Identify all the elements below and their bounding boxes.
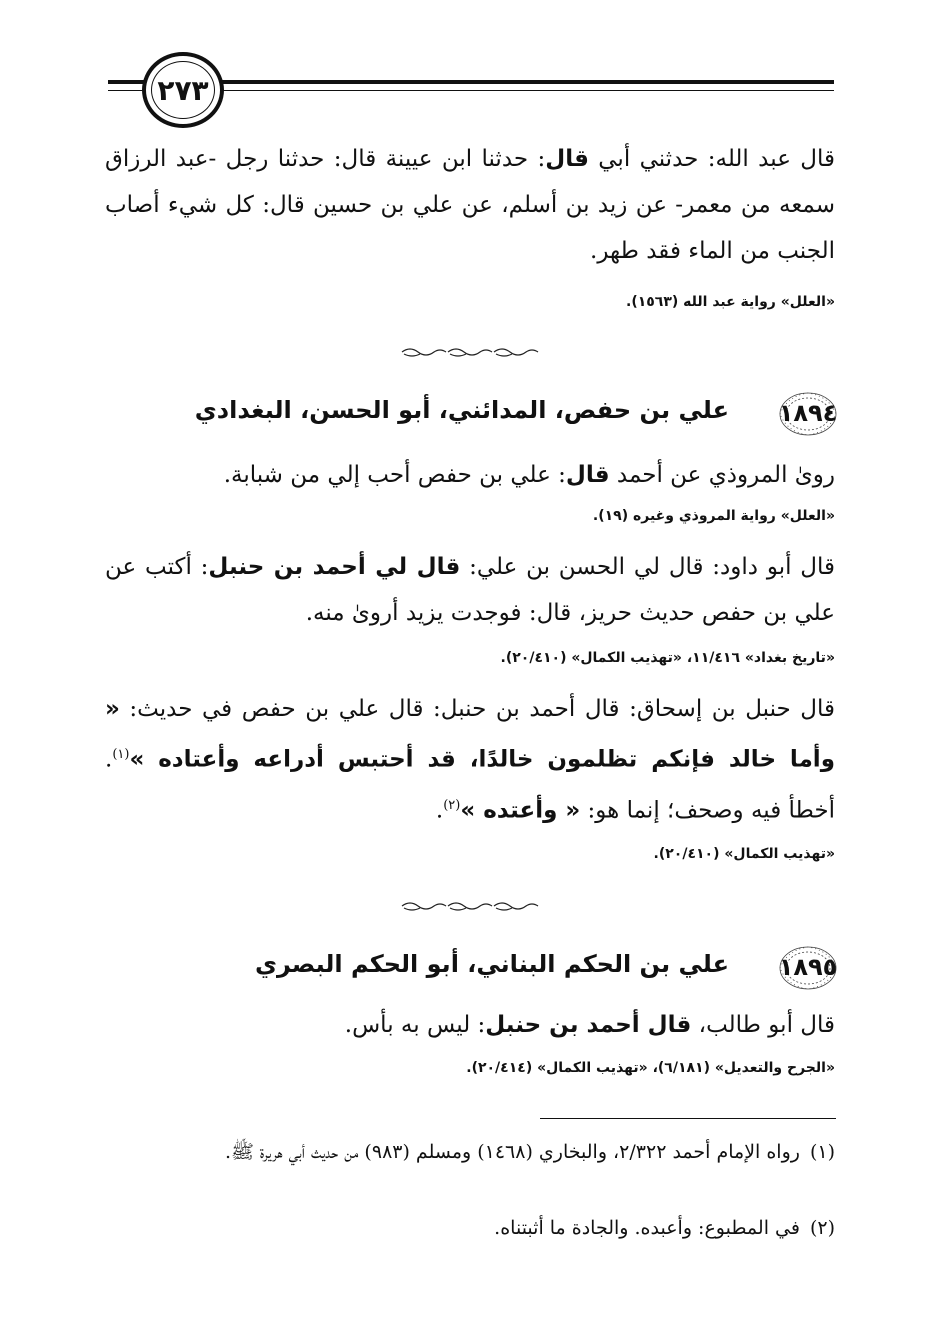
footnote-mark: (٢) (809, 1217, 835, 1239)
narration-bold: قال أحمد بن حنبل (485, 1012, 692, 1038)
narration-text: . أخطأ فيه وصحف؛ إنما هو: (105, 746, 835, 824)
page-number-badge (142, 52, 224, 128)
citation: «تاريخ بغداد» ١١/٤١٦، «تهذيب الكمال» (٢٠/٤١٠). (500, 650, 835, 666)
entry-number-badge (777, 390, 839, 438)
narration-text: قال حنبل بن إسحاق: قال أحمد بن حنبل: قال علي بن حفص في حديث: (119, 696, 835, 722)
footnote-mark: (١) (809, 1141, 835, 1163)
citation: «تهذيب الكمال» (٢٠/٤١٠). (653, 846, 835, 862)
narration-text: قال أبو داود: قال لي الحسن بن علي: (460, 554, 835, 580)
narration-text: : علي بن حفص أحب إلي من شبابة. (223, 462, 566, 488)
quoted-hadith: « وأما خالد فإنكم تظلمون خالدًا، قد أحتبس أدراعه وأعتاده » (105, 696, 835, 773)
footnote-ref[interactable]: (٢) (443, 797, 461, 813)
entry-title: علي بن حفص، المدائني، أبو الحسن، البغدادي (194, 396, 729, 424)
narration-paragraph (105, 452, 835, 498)
citation: «العلل» رواية عبد الله (١٥٦٣). (626, 294, 835, 310)
narration-text: قال عبد الله: حدثني أبي (588, 146, 835, 172)
ornament-divider (400, 900, 540, 912)
footnote-rule (540, 1118, 836, 1119)
footnote-text: في المطبوع: وأعبده. والجادة ما أثبتناه. (494, 1217, 800, 1239)
narration-text: روىٰ المروذي عن أحمد (609, 462, 835, 488)
citation: «الجرح والتعديل» (٦/١٨١)، «تهذيب الكمال» (٢٠/٤١٤). (466, 1060, 835, 1076)
narration-text: قال أبو طالب، (691, 1012, 835, 1038)
narration-paragraph (105, 544, 835, 636)
narration-bold: قال لي أحمد بن حنبل (208, 554, 461, 580)
entry-title: علي بن الحكم البناني، أبو الحكم البصري (255, 950, 729, 978)
footnote-text: رواه الإمام أحمد ٢/٣٢٢، والبخاري (١٤٦٨) ومسلم (٩٨٣) من حديث أبي هريرة ﷺ. (225, 1141, 800, 1163)
narration-paragraph (105, 1002, 835, 1048)
footnote-ref[interactable]: (١) (112, 747, 130, 762)
narration-text: : ليس به بأس. (344, 1012, 486, 1038)
entry-number-badge (777, 944, 839, 992)
ornament-divider (400, 346, 540, 358)
narration-bold: قال (565, 462, 610, 488)
citation: «العلل» رواية المروذي وغيره (١٩). (592, 508, 835, 524)
narration-bold: قال (545, 146, 589, 172)
quoted-word: « وأعتده » (460, 797, 581, 824)
footnote (105, 1134, 835, 1170)
narration-paragraph (105, 686, 835, 833)
narration-text: : أكتب عن علي بن حفص حديث حريز، قال: فوجدت يزيد أروىٰ منه. (105, 554, 835, 626)
entry-number: ١٨٩٥ (778, 953, 838, 981)
footnote (105, 1210, 835, 1246)
page-number: ٢٧٣ (157, 73, 209, 107)
narration-paragraph (105, 136, 835, 274)
narration-text: . (435, 797, 444, 824)
narration-text: : حدثنا ابن عيينة قال: حدثنا رجل -عبد الرزاق سمعه من معمر- عن زيد بن أسلم، عن علي بن حسين قال: كل شيء أصاب الجنب من الماء فقد طهر. (105, 146, 835, 264)
entry-number: ١٨٩٤ (778, 399, 838, 427)
